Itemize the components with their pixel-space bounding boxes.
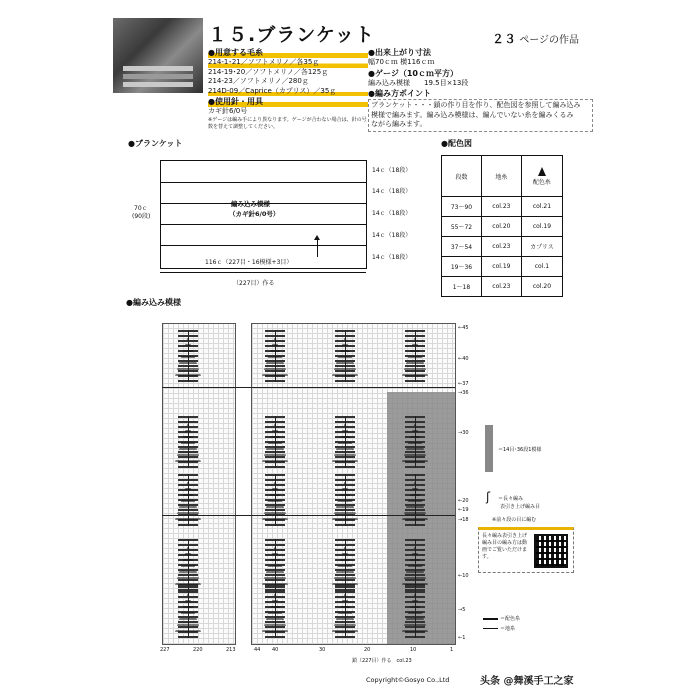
table-cell: col.21 [521,197,562,217]
points-heading: ●編み方ポイント [368,89,431,98]
row-mark-10: ←10 [458,573,469,579]
stitch-note: ※前々段の目に編む [492,517,537,523]
table-cell: col.1 [521,257,562,277]
line-legend-1: ＝配色糸 [500,616,521,622]
band-line-1 [161,182,366,183]
page-reference [492,30,579,47]
chart-right-block [251,323,456,645]
points-line-3: ながら編みます。 [371,120,427,128]
band-line-3 [161,224,366,225]
row-mark-37: ←37 [458,381,469,387]
finish-size: 幅70ｃｍ 横116ｃｍ [368,58,435,66]
table-cell: col.23 [481,197,521,217]
arrow-head-icon [314,235,320,240]
col-mark-1: 1 [450,647,454,653]
blanket-height-1: 70ｃ [134,205,148,212]
yarn-heading: ●用意する毛糸 [208,47,368,58]
row-mark-45: ←45 [458,325,469,331]
finish-heading: ●出来上がり寸法 [368,48,431,57]
table-cell: col.23 [481,237,521,257]
points-box [368,99,593,132]
blanket-bottom-outer: （227目）作る [233,280,275,287]
ground-line-icon [483,628,498,629]
row-mark-19: ←19 [458,507,469,513]
table-row [442,237,563,257]
gauge-value: 編み込み模様 19.5目×13段 [368,78,469,87]
col-mark-227: 227 [160,647,170,653]
table-cell: 73〜90 [442,197,482,217]
row-mark-20: ←20 [458,498,469,504]
row-mark-18: →18 [458,517,469,523]
table-cell: col.23 [481,277,521,297]
table-cell: col.19 [521,217,562,237]
yarn-line-2: 214-19･20／ソフトメリノ／各125ｇ [208,67,329,76]
col-mark-220: 220 [193,647,203,653]
width-dimension-line [160,272,366,273]
video-box [478,527,574,573]
color-table [441,155,563,297]
yarn-line-3: 214-23／ソフトメリノ／280ｇ [208,77,309,85]
product-photo [113,18,203,93]
table-cell: 37〜54 [442,237,482,257]
band-label-2: 14ｃ（18段） [372,188,412,195]
video-box-text: 長々編み表引き上げ編み目の編み方は動画でご覧いただけます。 [482,533,528,560]
row-mark-1: ←1 [458,635,466,641]
table-cell: 1〜18 [442,277,482,297]
band-separator-19 [162,515,455,516]
chart-left-block [162,323,236,645]
stitch-legend-2: 表引き上げ編み目 [500,504,541,510]
blanket-height-2: (90段) [132,213,151,220]
table-cell: 55〜72 [442,217,482,237]
finish-section [368,47,593,132]
blanket-heading: ●ブランケット [128,139,183,148]
repeat-legend: ＝14目･36段1模様 [498,447,542,453]
accent-line-icon [483,618,498,620]
blanket-diagram [160,160,367,269]
qr-code-icon[interactable] [534,534,568,568]
direction-arrow-icon [317,239,318,257]
tools-line: カギ針6/0号 [208,107,248,115]
table-cell: 19〜36 [442,257,482,277]
col-mark-40: 40 [272,647,279,653]
row-mark-40: ←40 [458,356,469,362]
yarn-section [208,47,368,131]
points-line-2: 模様で編みます。編み込み模様は、編んでいない糸を編みくるみ [371,110,574,119]
row-mark-5: →5 [458,607,466,613]
yarn-line-4: 214D-09／Caprice（カプリス）／35ｇ [208,87,368,97]
blanket-center-label-2: （カギ針6/0号） [229,210,280,218]
stitch-symbol-icon: ʃ [486,490,491,504]
table-row [442,277,563,297]
header-ground: 地糸 [481,156,521,197]
col-mark-20: 20 [364,647,371,653]
gauge-note: ※ゲージは編み手により異なります。ゲージが合わない場合は、針の号数を替えて調整してください。 [208,116,367,130]
header-accent-label: 配色糸 [532,178,551,186]
tools-heading: ●使用針・用具 [208,96,368,107]
table-row [442,217,563,237]
header-rows: 段数 [442,156,482,197]
points-line-1: ブランケット・・・鎖の作り目を作り、配色図を参照して編み込み [371,101,581,109]
band-label-4: 14ｃ（18段） [372,232,412,239]
chain-label: 鎖（227目）作る col.23 [352,658,412,664]
watermark: 头条 @舞溪手工之家 [480,676,574,687]
col-mark-30: 30 [319,647,326,653]
table-row [442,197,563,217]
band-separator-37 [162,387,455,388]
gauge-heading: ●ゲージ（10ｃｍ平方） [368,68,458,78]
stitch-legend-1: ＝長々編み [498,496,524,502]
band-label-1: 14ｃ（18段） [372,167,412,174]
table-row [442,257,563,277]
yarn-line-1: 214-1･21／ソフトメリノ／各35ｇ [208,58,368,68]
blanket-bottom-inner: 116ｃ（227目・16模様+3目） [205,259,293,266]
blanket-center-label-1: 編み込み模様 [231,200,270,208]
table-cell: col.19 [481,257,521,277]
table-cell: col.20 [521,277,562,297]
band-label-3: 14ｃ（18段） [372,210,412,217]
tree-icon [538,167,546,176]
header-accent [521,156,562,197]
col-mark-10: 10 [410,647,417,653]
page-title: １５.ブランケット [208,24,375,46]
row-mark-36: →36 [458,390,469,396]
band-label-5: 14ｃ（18段） [372,254,412,261]
chart-heading: ●編み込み模様 [126,298,181,307]
page-reference-number: ２３ [492,32,517,46]
copyright: Copyright©Gosyo Co.,Ltd [366,676,450,684]
row-mark-30: →30 [458,430,469,436]
color-table-header-row [442,156,563,197]
col-mark-44: 44 [254,647,261,653]
table-cell: col.20 [481,217,521,237]
col-mark-213: 213 [226,647,236,653]
band-line-4 [161,245,366,246]
repeat-legend-swatch [485,425,493,472]
table-cell: カプリス [521,237,562,257]
page-reference-text: ページの作品 [519,35,580,46]
line-legend-2: ＝地糸 [500,626,516,632]
color-table-heading: ●配色図 [441,139,472,148]
